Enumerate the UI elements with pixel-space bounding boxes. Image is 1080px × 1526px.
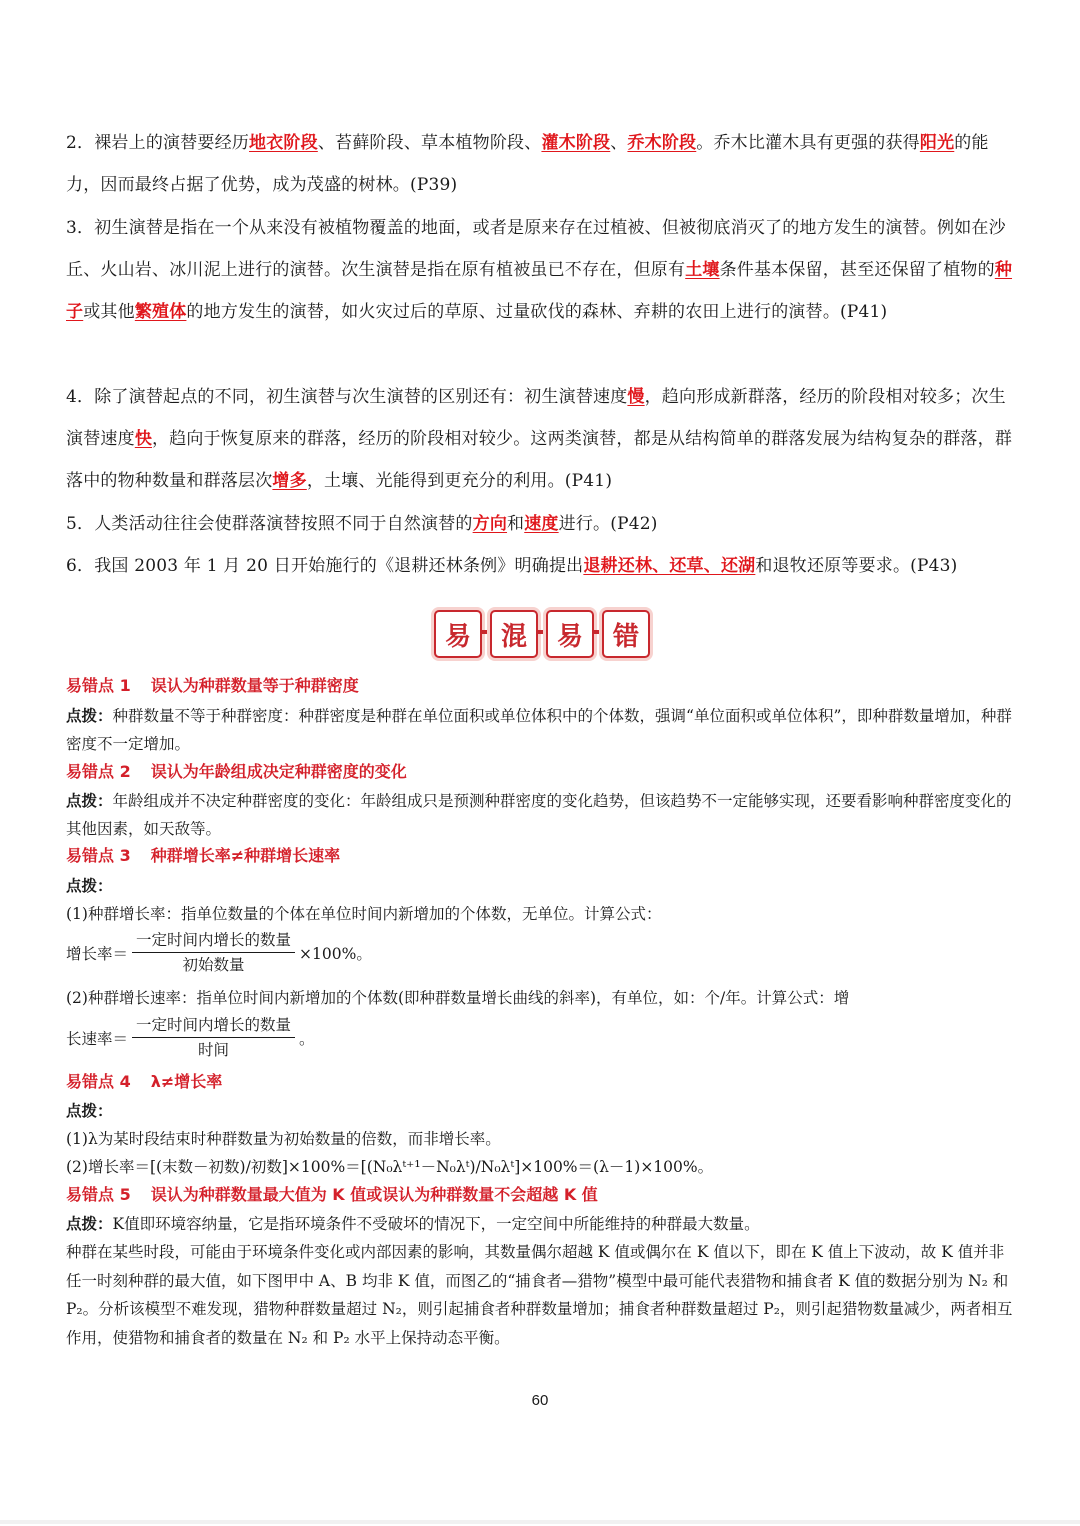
error-point-2-heading: 易错点 2 误认为年龄组成决定种群密度的变化 — [66, 762, 407, 781]
error-point-3-label: 点拨： — [66, 877, 113, 895]
highlight-term: 慢 — [627, 387, 645, 407]
growth-rate-formula: 增长率＝ $\frac{\text{一定时间内增长的数量}}{\text{初始数量}}$ ×100%。 — [66, 928, 372, 977]
highlight-term: 阳光 — [919, 133, 955, 153]
highlight-term: 繁殖体 — [134, 302, 187, 322]
highlight-term: 增多 — [272, 471, 307, 491]
banner-tile: 混 — [490, 610, 538, 658]
paragraph-4: 4．除了演替起点的不同，初生演替与次生演替的区别还有：初生演替速度慢，趋向形成新群落，经历的阶段相对较多；次生演替速度快，趋向于恢复原来的群落，经历的阶段相对较少。这两类演替，都是从结构简单的群落发展为结构复杂的群落，群落中的物种数量和群落层次增多，土壤、光能得到更充分的利用。(P41) — [66, 387, 1013, 491]
error-point-3-heading: 易错点 3 种群增长率≠种群增长速率 — [66, 846, 341, 865]
banner-tile: 易 — [546, 610, 594, 658]
error-point-5-paragraph: 种群在某些时段，可能由于环境条件变化或内部因素的影响，其数量偶尔超越 K 值或偶尔在 K 值以下，即在 K 值上下波动，故 K 值并非任一时刻种群的最大值，如下图甲中 A、B 均非 K 值，而图乙的“捕食者—猎物”模型中最可能代表猎物和捕食者 K 值的数据分别为 N₂ 和 P₂。分析该模型不难发现，猎物种群数量超过 N₂，则引起捕食者种群数量增加；捕食者种群数量超过 P₂，则引起猎物数量减少，两者相互作用，使猎物和捕食者的数量在 N₂ 和 P₂ 水平上保持动态平衡。 — [66, 1243, 1013, 1347]
fraction: $\frac{\text{一定时间内增长的数量}}{\text{初始数量}}$ — [132, 928, 295, 977]
bottom-divider — [0, 1520, 1080, 1524]
highlight-term: 种子 — [66, 260, 1013, 322]
paragraph-5: 5．人类活动往往会使群落演替按照不同于自然演替的方向和速度进行。(P42) — [66, 514, 658, 534]
error-point-4-label: 点拨： — [66, 1102, 113, 1120]
error-point-4-line2: (2)增长率＝[(末数－初数)/初数]×100%＝[(N₀λᵗ⁺¹－N₀λᵗ)/N₀λᵗ]×100%＝(λ－1)×100%。 — [66, 1158, 714, 1176]
highlight-term: 快 — [134, 429, 153, 449]
section-banner — [432, 606, 650, 658]
error-point-4-heading: 易错点 4 λ≠增长率 — [66, 1072, 223, 1091]
highlight-term: 地衣阶段 — [249, 133, 318, 153]
highlight-term: 乔木阶段 — [627, 133, 697, 153]
error-point-3-line2: (2)种群增长速率：指单位时间内新增加的个体数(即种群数量增长曲线的斜率)，有单位，如：个/年。计算公式：增 — [66, 989, 850, 1007]
error-point-5-heading: 易错点 5 误认为种群数量最大值为 K 值或误认为种群数量不会超越 K 值 — [66, 1185, 598, 1204]
page-number: 60 — [531, 1392, 549, 1409]
error-point-1-body: 点拨：种群数量不等于种群密度：种群密度是种群在单位面积或单位体积中的个体数，强调“单位面积或单位体积”，即种群数量增加，种群密度不一定增加。 — [66, 707, 1012, 753]
highlight-term: 灌木阶段 — [541, 133, 611, 153]
paragraph-2: 2．裸岩上的演替要经历地衣阶段、苔藓阶段、草本植物阶段、灌木阶段、乔木阶段。乔木比灌木具有更强的获得阳光的能力，因而最终占据了优势，成为茂盛的树林。(P39) — [66, 133, 989, 195]
highlight-term: 土壤 — [685, 260, 720, 280]
paragraph-6: 6．我国 2003 年 1 月 20 日开始施行的《退耕还林条例》明确提出退耕还林、还草、还湖和退牧还原等要求。(P43) — [66, 556, 958, 576]
error-point-4-line1: (1)λ为某时段结束时种群数量为初始数量的倍数，而非增长率。 — [66, 1130, 501, 1148]
highlight-term: 方向 — [472, 514, 508, 534]
banner-tile: 错 — [602, 610, 650, 658]
fraction: $\frac{\text{一定时间内增长的数量}}{\text{时间}}$ — [132, 1013, 295, 1062]
banner-tile: 易 — [434, 610, 482, 658]
error-point-2-body: 点拨：年龄组成并不决定种群密度的变化：年龄组成只是预测种群密度的变化趋势，但该趋势不一定能够实现，还要看影响种群密度变化的其他因素，如天敌等。 — [66, 792, 1012, 838]
highlight-term: 速度 — [524, 514, 559, 534]
error-point-5-line1: 点拨：K值即环境容纳量，它是指环境条件不受破坏的情况下，一定空间中所能维持的种群最大数量。 — [66, 1215, 760, 1233]
growth-speed-formula: 长速率＝ $\frac{\text{一定时间内增长的数量}}{\text{时间}}$ 。 — [66, 1013, 315, 1062]
error-point-3-line1: (1)种群增长率：指单位数量的个体在单位时间内新增加的个体数，无单位。计算公式： — [66, 905, 662, 923]
error-point-1-heading: 易错点 1 误认为种群数量等于种群密度 — [66, 676, 359, 695]
paragraph-3: 3．初生演替是指在一个从来没有被植物覆盖的地面，或者是原来存在过植被、但被彻底消灭了的地方发生的演替。例如在沙丘、火山岩、冰川泥上进行的演替。次生演替是指在原有植被虽已不存在，但原有土壤条件基本保留，甚至还保留了植物的种子或其他繁殖体的地方发生的演替，如火灾过后的草原、过量砍伐的森林、弃耕的农田上进行的演替。(P41) — [66, 218, 1013, 322]
highlight-term: 退耕还林、还草、还湖 — [583, 556, 756, 576]
